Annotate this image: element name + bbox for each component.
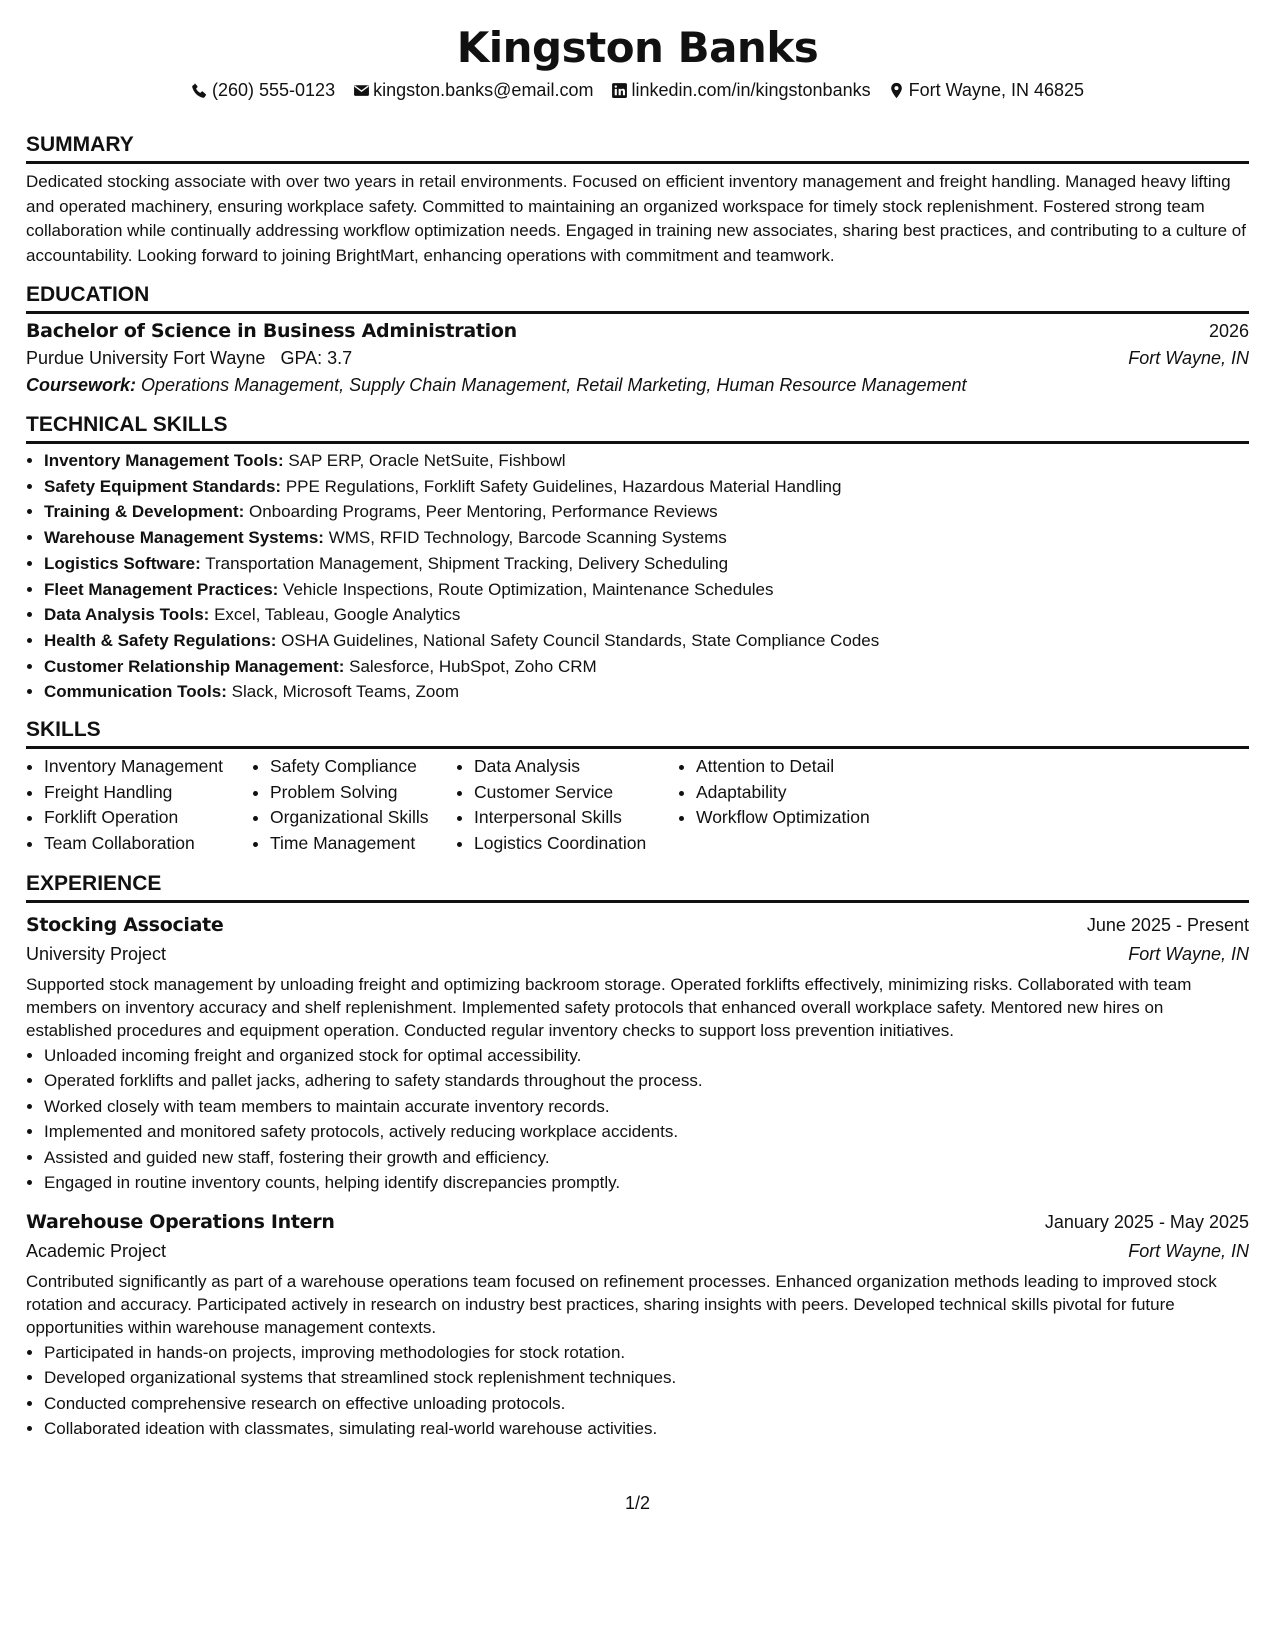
tech-skill-item	[44, 499, 1249, 525]
summary-heading: SUMMARY	[26, 132, 1249, 164]
tech-skill-label: Safety Equipment Standards:	[44, 476, 282, 496]
job-dates: June 2025 - Present	[1086, 914, 1249, 935]
tech-skill-label: Health & Safety Regulations:	[44, 630, 277, 650]
tech-skill-item	[44, 679, 1249, 705]
coursework-list: Operations Management, Supply Chain Management, Retail Marketing, Human Resource Management	[141, 375, 967, 395]
job-header	[26, 1208, 1249, 1236]
education-row-1	[26, 320, 1249, 342]
skill-item: • Organizational Skills	[270, 805, 456, 831]
degree-title: Bachelor of Science in Business Administration	[26, 320, 517, 342]
job-bullets	[26, 1043, 1249, 1196]
job-entry	[26, 1208, 1249, 1442]
tech-skill-value: Onboarding Programs, Peer Mentoring, Performance Reviews	[248, 502, 718, 522]
gpa: GPA: 3.7	[280, 348, 353, 368]
tech-skill-label: Communication Tools:	[44, 682, 227, 702]
job-bullets	[26, 1340, 1249, 1442]
school-name: Purdue University Fort Wayne	[26, 348, 266, 368]
contact-location-text: Fort Wayne, IN 46825	[908, 80, 1085, 100]
job-location: Fort Wayne, IN	[1128, 943, 1249, 964]
skill-item: • Attention to Detail	[696, 754, 916, 780]
job-description: Contributed significantly as part of a warehouse operations team focused on refinement processes. Enhanced organization methods leading to improved stock rotation and accuracy. Participated actively in research on industry best practices, sharing insights with peers. Developed technical skills pivotal for future opportunities within warehouse management contexts.	[26, 1271, 1217, 1338]
tech-skill-label: Warehouse Management Systems:	[44, 528, 324, 548]
job-entry	[26, 911, 1249, 1196]
job-location: Fort Wayne, IN	[1128, 1240, 1249, 1261]
tech-skill-value: Excel, Tableau, Google Analytics	[214, 605, 461, 625]
skill-item: • Freight Handling	[44, 780, 252, 806]
summary-section	[26, 132, 1249, 268]
coursework-line	[26, 375, 1249, 396]
page-number: 1/2	[624, 1493, 651, 1513]
skill-item: • Adaptability	[696, 780, 916, 806]
education-row-2	[26, 348, 1249, 369]
skills-column	[252, 754, 456, 857]
tech-skill-value: WMS, RFID Technology, Barcode Scanning Systems	[328, 528, 727, 548]
tech-skill-value: SAP ERP, Oracle NetSuite, Fishbowl	[288, 451, 566, 470]
skills-column	[26, 754, 252, 857]
job-title: Warehouse Operations Intern	[26, 1210, 335, 1233]
job-bullet: • Worked closely with team members to maintain accurate inventory records.	[44, 1094, 1249, 1120]
contact-phone[interactable]	[191, 78, 335, 102]
education-heading: EDUCATION	[26, 282, 1249, 314]
contact-bar	[26, 78, 1249, 102]
tech-skill-item	[44, 602, 1249, 628]
tech-skill-label: Customer Relationship Management:	[44, 656, 345, 676]
education-section	[26, 282, 1249, 396]
contact-linkedin[interactable]	[610, 78, 870, 102]
coursework-label: Coursework:	[26, 375, 137, 395]
experience-section	[26, 871, 1249, 1442]
skills-heading: SKILLS	[26, 717, 1249, 749]
contact-email-text: kingston.banks@email.com	[373, 80, 594, 100]
job-bullet: • Operated forklifts and pallet jacks, adhering to safety standards throughout the process.	[44, 1068, 1249, 1094]
skill-item: • Workflow Optimization	[696, 805, 916, 831]
skill-item: • Time Management	[270, 831, 456, 857]
tech-skill-value: Vehicle Inspections, Route Optimization, Maintenance Schedules	[283, 579, 774, 599]
skill-item: • Customer Service	[474, 780, 678, 806]
tech-skill-value: Salesforce, HubSpot, Zoho CRM	[349, 656, 597, 676]
job-bullet: • Participated in hands-on projects, improving methodologies for stock rotation.	[44, 1340, 1249, 1366]
job-bullet: • Developed organizational systems that streamlined stock replenishment techniques.	[44, 1365, 1249, 1391]
candidate-name: Kingston Banks	[456, 23, 819, 72]
school-location: Fort Wayne, IN	[1128, 348, 1249, 368]
technical-skills-heading: TECHNICAL SKILLS	[26, 412, 1249, 444]
skills-grid	[26, 754, 1249, 857]
job-header	[26, 911, 1249, 939]
job-bullet: • Conducted comprehensive research on effective unloading protocols.	[44, 1391, 1249, 1417]
job-org: Academic Project	[26, 1240, 167, 1261]
skill-item: • Logistics Coordination	[474, 831, 678, 857]
job-subheader	[26, 939, 1249, 969]
tech-skill-label: Data Analysis Tools:	[44, 605, 210, 625]
tech-skill-item	[44, 577, 1249, 603]
tech-skill-value: OSHA Guidelines, National Safety Council Standards, State Compliance Codes	[281, 630, 880, 650]
tech-skill-item	[44, 448, 1249, 474]
job-bullet: • Engaged in routine inventory counts, helping identify discrepancies promptly.	[44, 1170, 1249, 1196]
tech-skill-item	[44, 628, 1249, 654]
skill-item: • Team Collaboration	[44, 831, 252, 857]
contact-phone-text: (260) 555-0123	[211, 80, 336, 100]
email-icon	[352, 81, 370, 99]
skill-item: • Safety Compliance	[270, 754, 456, 780]
tech-skill-item	[44, 551, 1249, 577]
experience-heading: EXPERIENCE	[26, 871, 1249, 903]
tech-skill-value: Slack, Microsoft Teams, Zoom	[231, 682, 459, 702]
tech-skill-value: Transportation Management, Shipment Tracking, Delivery Scheduling	[205, 553, 729, 573]
job-subheader	[26, 1236, 1249, 1266]
technical-skills-section	[26, 412, 1249, 705]
skills-column	[678, 754, 916, 857]
skill-item: • Inventory Management	[44, 754, 252, 780]
location-icon	[888, 81, 906, 99]
tech-skill-item	[44, 474, 1249, 500]
job-description: Supported stock management by unloading freight and optimizing backroom storage. Operated forklifts effectively, minimizing risks. Collaborated with team members on inventory accuracy and shelf replenishment. Implemented safety protocols that enhanced overall workplace safety. Mentored new hires on established procedures and equipment operation. Conducted regular inventory checks to support loss prevention initiatives.	[26, 974, 1192, 1041]
skills-column	[456, 754, 678, 857]
job-bullet: • Collaborated ideation with classmates, simulating real-world warehouse activities.	[44, 1416, 1249, 1442]
job-bullet: • Implemented and monitored safety protocols, actively reducing workplace accidents.	[44, 1119, 1249, 1145]
skill-item: • Data Analysis	[474, 754, 678, 780]
technical-skills-list	[26, 448, 1249, 705]
tech-skill-item	[44, 654, 1249, 680]
skills-section	[26, 717, 1249, 857]
resume-page	[26, 20, 1249, 1442]
skill-item: • Problem Solving	[270, 780, 456, 806]
tech-skill-label: Training & Development:	[44, 502, 245, 522]
job-title: Stocking Associate	[26, 913, 224, 936]
tech-skill-label: Inventory Management Tools:	[44, 451, 284, 470]
school-line	[26, 348, 352, 369]
graduation-year: 2026	[1208, 321, 1249, 341]
tech-skill-label: Logistics Software:	[44, 553, 201, 573]
job-dates: January 2025 - May 2025	[1044, 1211, 1249, 1232]
phone-icon	[191, 81, 209, 99]
tech-skill-item	[44, 525, 1249, 551]
tech-skill-value: PPE Regulations, Forklift Safety Guidelines, Hazardous Material Handling	[285, 476, 842, 496]
contact-location	[888, 78, 1084, 102]
contact-email[interactable]	[352, 78, 593, 102]
job-org: University Project	[26, 943, 167, 964]
linkedin-icon	[610, 81, 628, 99]
skill-item: • Interpersonal Skills	[474, 805, 678, 831]
job-bullet: • Assisted and guided new staff, fostering their growth and efficiency.	[44, 1145, 1249, 1171]
job-bullet: • Unloaded incoming freight and organized stock for optimal accessibility.	[44, 1043, 1249, 1069]
contact-linkedin-text: linkedin.com/in/kingstonbanks	[631, 80, 871, 100]
summary-text: Dedicated stocking associate with over two years in retail environments. Focused on efficient inventory management and freight handling. Managed heavy lifting and operated machinery, ensuring workplace safety. Committed to maintaining an organized workspace for timely stock replenishment. Fostered strong team collaboration while continually addressing workflow optimization needs. Engaged in training new associates, sharing best practices, and contributing to a culture of accountability. Looking forward to joining BrightMart, enhancing operations with commitment and teamwork.	[26, 172, 1246, 265]
tech-skill-label: Fleet Management Practices:	[44, 579, 279, 599]
skill-item: • Forklift Operation	[44, 805, 252, 831]
